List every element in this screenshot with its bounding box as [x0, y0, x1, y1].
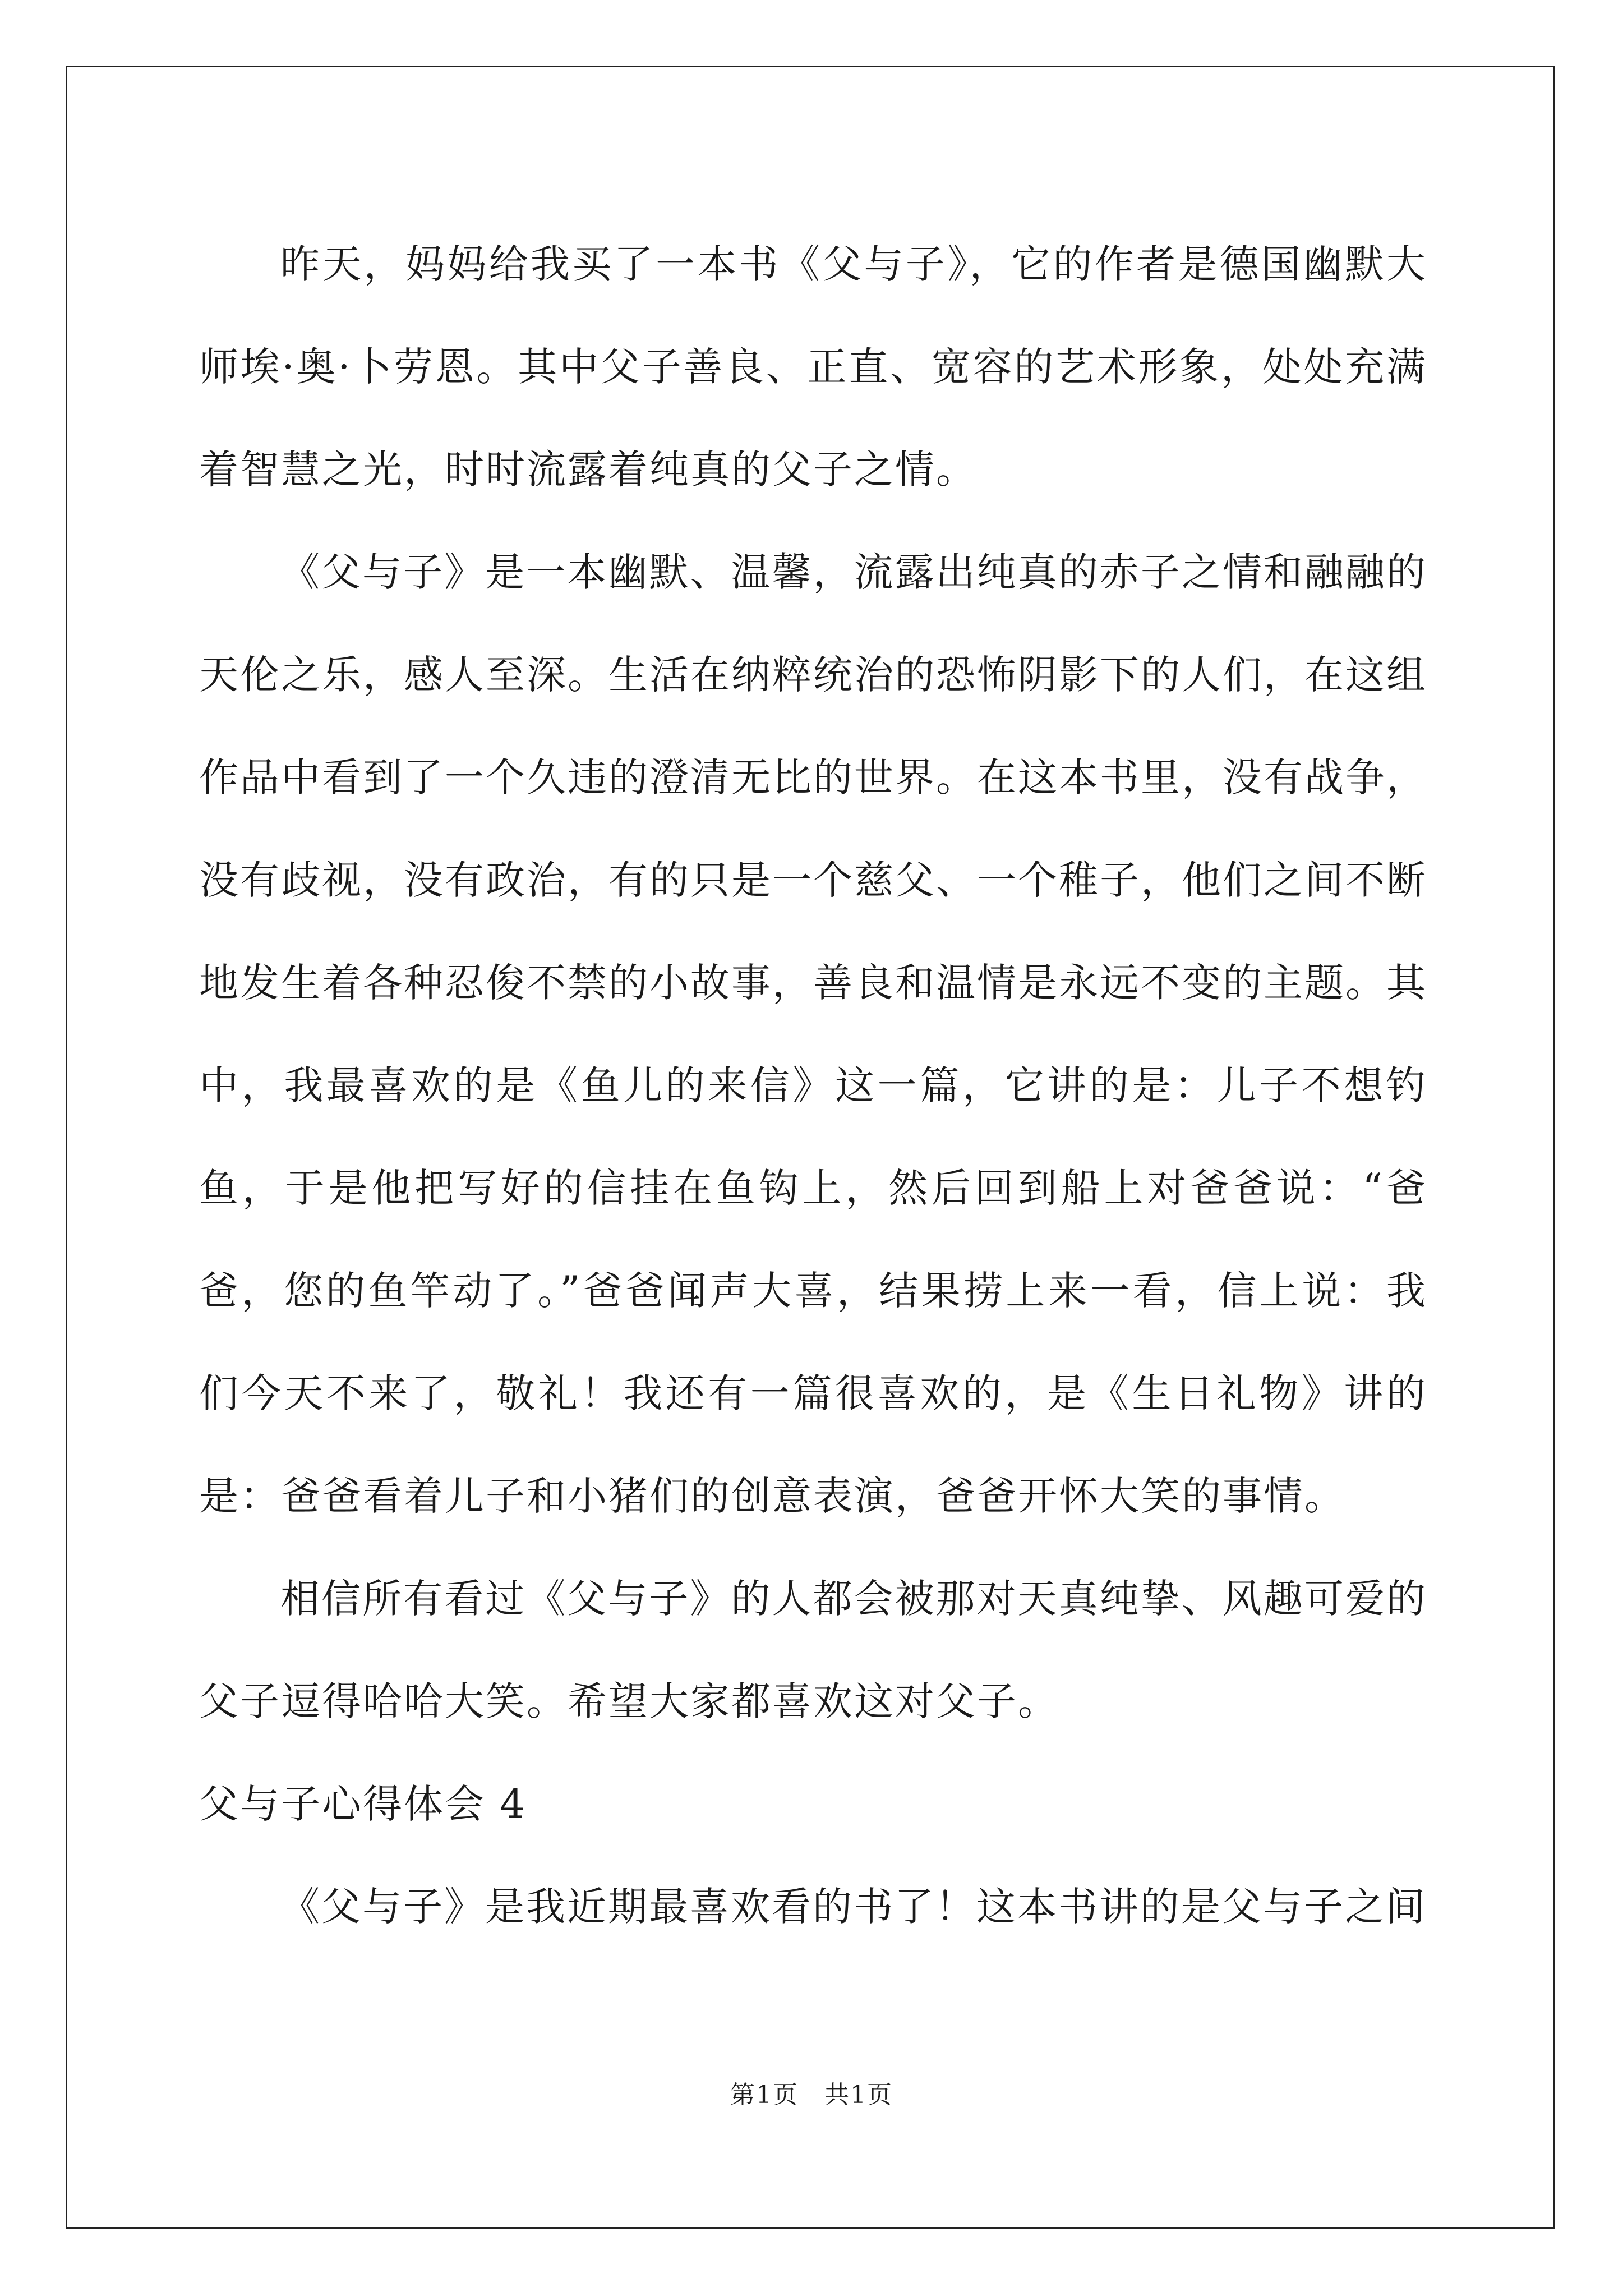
paragraph: 昨天，妈妈给我买了一本书《父与子》，它的作者是德国幽默大师埃·奥·卜劳恩。其中父子善良、正直、宽容的艺术形象，处处充满着智慧之光，时时流露着纯真的父子之情。	[199, 241, 1427, 493]
paragraph: 《父与子》是我近期最喜欢看的书了！这本书讲的是父与子之间	[280, 1884, 1427, 1930]
page-number-footer: 第1页 共1页	[730, 2081, 893, 2109]
section-heading: 父与子心得体会 4	[199, 1781, 527, 1827]
paragraph: 《父与子》是一本幽默、温馨，流露出纯真的赤子之情和融融的天伦之乐，感人至深。生活在纳粹统治的恐怖阴影下的人们，在这组作品中看到了一个久违的澄清无比的世界。在这本书里，没有战争，没有歧视，没有政治，有的只是一个慈父、一个稚子，他们之间不断地发生着各种忍俊不禁的小故事，善良和温情是永远不变的主题。其中，我最喜欢的是《鱼儿的来信》这一篇，它讲的是：儿子不想钓鱼，于是他把写好的信挂在鱼钩上，然后回到船上对爸爸说：“爸爸，您的鱼竿动了。”爸爸闻声大喜，结果捞上来一看，信上说：我们今天不来了，敬礼！我还有一篇很喜欢的，是《生日礼物》讲的是：爸爸看着儿子和小猪们的创意表演，爸爸开怀大笑的事情。	[199, 549, 1427, 1519]
document-body	[199, 213, 1427, 1958]
paragraph: 相信所有看过《父与子》的人都会被那对天真纯挚、风趣可爱的父子逗得哈哈大笑。希望大家都喜欢这对父子。	[199, 1576, 1427, 1724]
